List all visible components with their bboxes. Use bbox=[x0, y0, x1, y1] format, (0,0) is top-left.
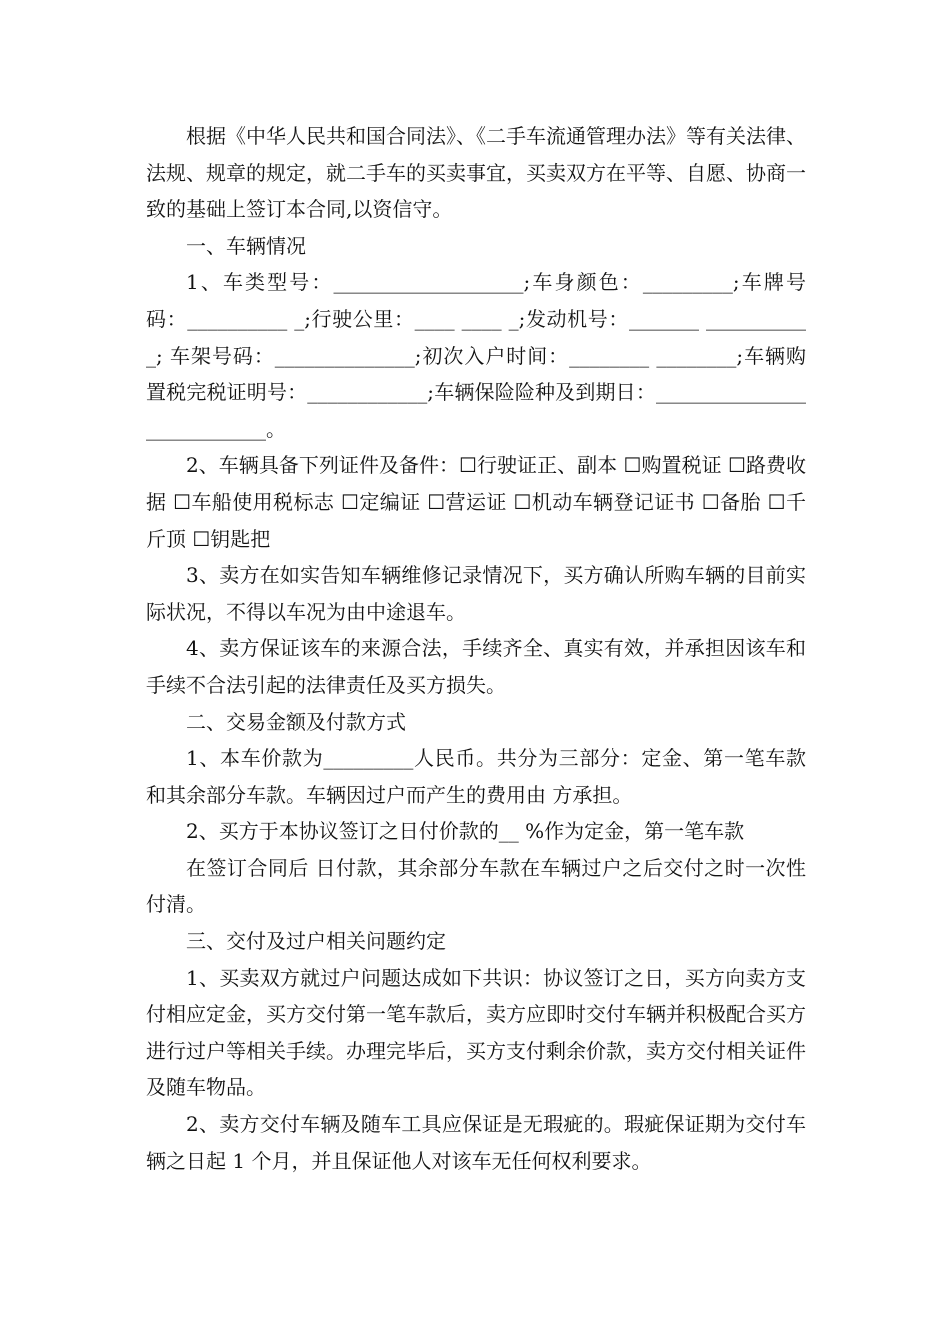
clause-seller-guarantee: 4、卖方保证该车的来源合法，手续齐全、真实有效，并承担因该车和手续不合法引起的法律责任及买方损失。 bbox=[146, 636, 806, 697]
clause-price: 1、本车价款为_________人民币。共分为三部分：定金、第一笔车款和其余部分车款。车辆因过户而产生的费用由 方承担。 bbox=[146, 746, 806, 807]
clause-transfer-consensus: 1、买卖双方就过户问题达成如下共识：协议签订之日，买方向卖方支付相应定金，买方交付第一笔车款后，卖方应即时交付车辆并积极配合买方进行过户等相关手续。办理完毕后，买方支付剩余价款，卖方交付相关证件及随车物品。 bbox=[146, 965, 806, 1100]
clause-defect-warranty: 2、卖方交付车辆及随车工具应保证是无瑕疵的。瑕疵保证期为交付车辆之日起 1 个月，并且保证他人对该车无任何权利要求。 bbox=[146, 1112, 806, 1173]
section-heading-vehicle-info: 一、车辆情况 bbox=[186, 233, 306, 258]
clause-deposit: 2、买方于本协议签订之日付价款的__ %作为定金，第一笔车款 bbox=[186, 819, 745, 844]
section-heading-payment: 二、交易金额及付款方式 bbox=[186, 709, 406, 734]
clause-vehicle-condition: 3、卖方在如实告知车辆维修记录情况下，买方确认所购车辆的目前实际状况，不得以车况为由中途退车。 bbox=[146, 563, 806, 624]
section-heading-delivery: 三、交付及过户相关问题约定 bbox=[186, 929, 446, 954]
preamble-paragraph: 根据《中华人民共和国合同法》、《二手车流通管理办法》等有关法律、法规、规章的规定，就二手车的买卖事宜，买卖双方在平等、自愿、协商一致的基础上签订本合同,以资信守。 bbox=[146, 124, 806, 222]
clause-vehicle-documents: 2、车辆具备下列证件及备件：☐行驶证正、副本 ☐购置税证 ☐路费收据 ☐车船使用税标志 ☐定编证 ☐营运证 ☐机动车辆登记证书 ☐备胎 ☐千斤顶 ☐钥匙把 bbox=[146, 453, 806, 551]
clause-vehicle-details: 1、车类型号：___________________;车身颜色：_________;车牌号码：__________ _;行驶公里：____ ____ _;发动机号：_______ ___________; 车架号码：______________;初次入户时间：________ ________;车辆购置税完税证明号：____________;车辆保险险种及到期日：___________________________。 bbox=[146, 270, 806, 441]
clause-payment-schedule: 在签订合同后 日付款，其余部分车款在车辆过户之后交付之时一次性付清。 bbox=[146, 855, 806, 917]
contract-document bbox=[146, 118, 806, 1179]
